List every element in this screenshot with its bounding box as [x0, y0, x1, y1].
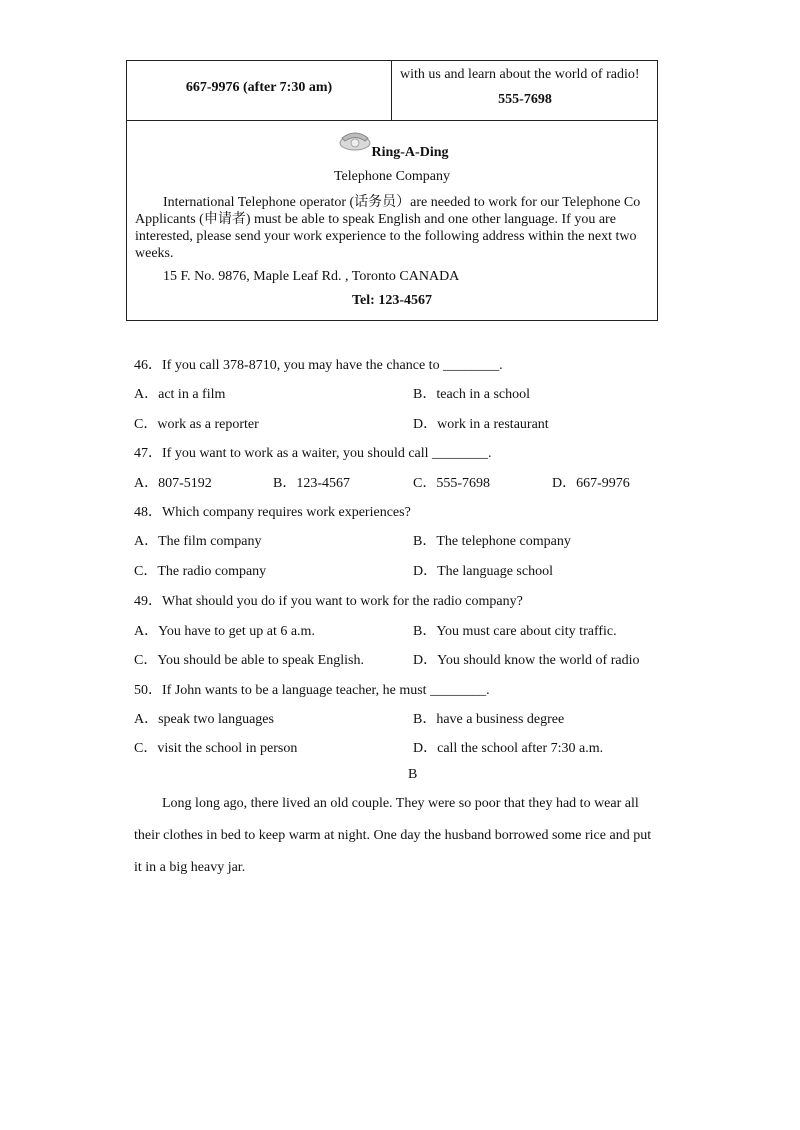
ad-radio-phone: 555-7698 [498, 92, 552, 107]
question-48-option-c: C．The radio company [134, 564, 267, 579]
question-47-option-a: A．807-5192 [134, 476, 212, 491]
question-47-option-c: C．555-7698 [413, 476, 490, 491]
question-50-option-b: B．have a business degree [413, 712, 565, 727]
passage-line-3: it in a big heavy jar. [134, 860, 246, 875]
question-50-option-c: C．visit the school in person [134, 741, 298, 756]
ad-radio-text: with us and learn about the world of radio! [400, 67, 640, 82]
passage-line-1: Long long ago, there lived an old couple. They were so poor that they had to wear all [162, 796, 639, 811]
question-49-option-a: A．You have to get up at 6 a.m. [134, 624, 315, 639]
ad-cell-right [392, 61, 657, 120]
ad-phone-left: 667-9976 (after 7:30 am) [185, 80, 333, 95]
question-48-option-a: A．The film company [134, 534, 262, 549]
question-47-option-b: B．123-4567 [273, 476, 350, 491]
ad-body-line-4: weeks. [135, 246, 174, 261]
question-50-stem: 50．If John wants to be a language teacher, he must ________. [134, 683, 490, 698]
passage-line-2: their clothes in bed to keep warm at night. One day the husband borrowed some rice and put [134, 828, 652, 843]
question-49-stem: 49．What should you do if you want to work for the radio company? [134, 594, 523, 609]
question-50-option-a: A．speak two languages [134, 712, 274, 727]
question-49-option-b: B．You must care about city traffic. [413, 624, 617, 639]
question-46-option-c: C．work as a reporter [134, 417, 259, 432]
ad-body-line-3: interested, please send your work experience to the following address within the next two [135, 229, 637, 244]
question-48-stem: 48．Which company requires work experiences? [134, 505, 411, 520]
question-50-option-d: D．call the school after 7:30 a.m. [413, 741, 604, 756]
question-46-option-b: B．teach in a school [413, 387, 531, 402]
ad-address: 15 F. No. 9876, Maple Leaf Rd. , Toronto CANADA [163, 269, 460, 284]
question-49-option-d: D．You should know the world of radio [413, 653, 640, 668]
ad-body-line-2: Applicants (申请者) must be able to speak English and one other language. If you are [135, 212, 616, 227]
question-46-option-a: A．act in a film [134, 387, 226, 402]
question-48-option-d: D．The language school [413, 564, 553, 579]
ad-body-line-1: International Telephone operator (话务员）are needed to work for our Telephone Co [163, 195, 641, 210]
ad-tel: Tel: 123-4567 [352, 293, 432, 308]
question-47-stem: 47．If you want to work as a waiter, you should call ________. [134, 446, 492, 461]
company-subtitle: Telephone Company [333, 169, 451, 184]
company-name: Ring-A-Ding [371, 145, 449, 160]
question-46-option-d: D．work in a restaurant [413, 417, 549, 432]
ads-table [126, 60, 658, 321]
question-47-option-d: D．667-9976 [552, 476, 630, 491]
ad-cell-left [127, 61, 392, 120]
question-49-option-c: C．You should be able to speak English. [134, 653, 364, 668]
question-46-stem: 46．If you call 378-8710, you may have the chance to ________. [134, 358, 503, 373]
question-48-option-b: B．The telephone company [413, 534, 571, 549]
section-b-heading: B [408, 767, 418, 782]
ads-top-row [127, 61, 657, 121]
